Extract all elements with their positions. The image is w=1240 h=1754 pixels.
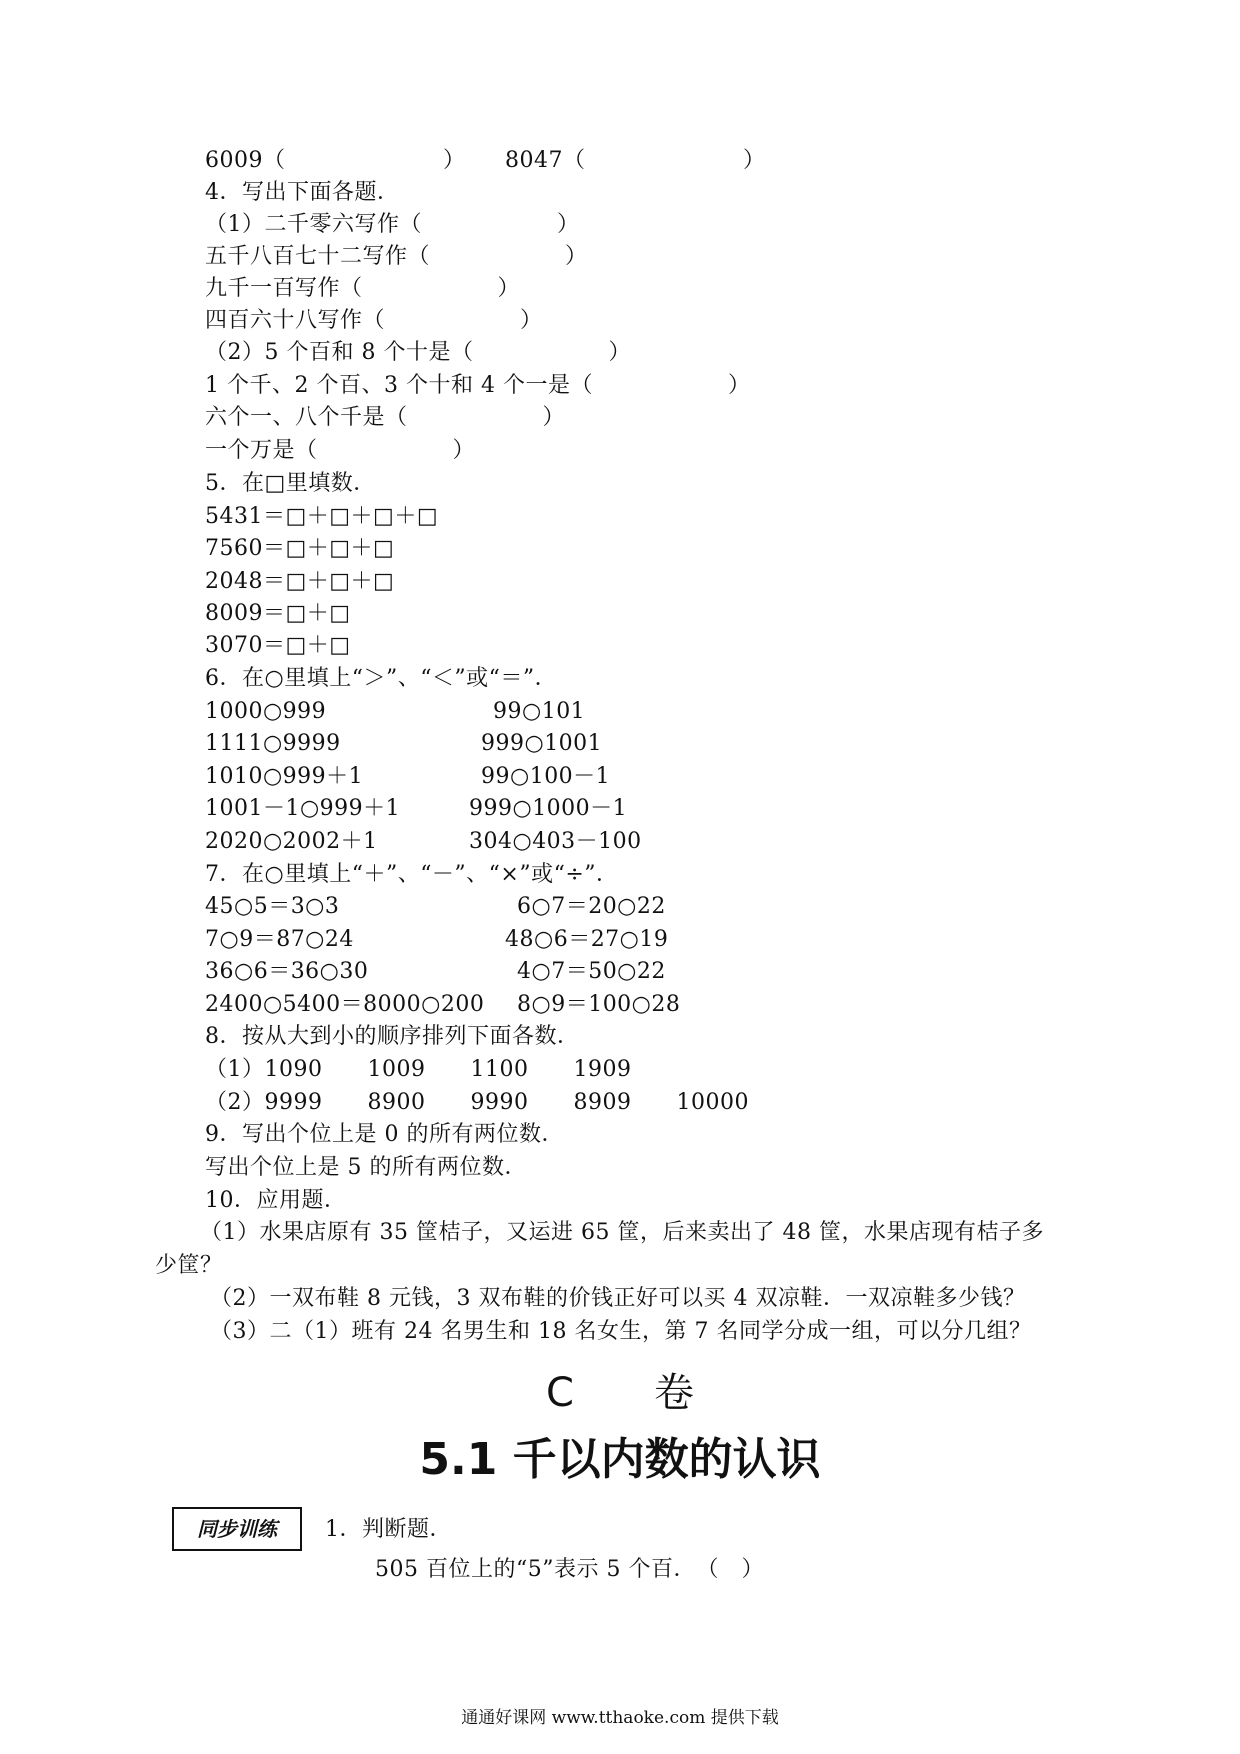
question-5-item: 5431＝□＋□＋□＋□ [205,504,439,529]
question-4-item: 1 个千、2 个百、3 个十和 4 个一是（ ） [205,373,751,398]
chapter-title: 5.1 千以内数的认识 [419,1434,821,1485]
question-5-item: 7560＝□＋□＋□ [205,536,395,561]
question-7-item: 8○9＝100○28 [517,992,681,1017]
question-5-item: 2048＝□＋□＋□ [205,569,395,594]
line-8047: 8047（ ） [505,148,766,173]
question-8-item: （2）9999 8900 9990 8909 10000 [205,1090,749,1115]
question-7-item: 45○5＝3○3 [205,894,340,919]
question-6-item: 1000○999 [205,699,327,724]
question-5-item: 3070＝□＋□ [205,633,351,658]
question-4-title: 4．写出下面各题． [205,180,400,205]
page-footer: 通通好课网 www.tthaoke.com 提供下载 [461,1708,779,1728]
question-6-item: 99○100－1 [481,764,611,789]
question-9-item: 写出个位上是 5 的所有两位数． [205,1155,527,1180]
line-6009: 6009（ ） [205,148,466,173]
question-6-item: 1001－1○999＋1 [205,796,401,821]
question-7-title: 7．在○里填上“＋”、“－”、“×”或“÷”． [205,862,619,887]
question-1-title: 1．判断题． [325,1517,452,1542]
question-4-item: （2）5 个百和 8 个十是（ ） [205,340,631,365]
question-10-item: 少筐？ [155,1253,223,1278]
question-4-item: 六个一、八个千是（ ） [205,405,566,430]
question-4-item: （1）二千零六写作（ ） [205,212,580,237]
question-10-item: （1）水果店原有 35 筐桔子，又运进 65 筐，后来卖出了 48 筐，水果店现有桔子多 [200,1220,1044,1245]
question-4-item: 四百六十八写作（ ） [205,308,543,333]
question-9-title: 9．写出个位上是 0 的所有两位数． [205,1122,564,1147]
question-6-item: 1111○9999 [205,731,341,756]
question-7-item: 48○6＝27○19 [505,927,669,952]
question-8-title: 8．按从大到小的顺序排列下面各数． [205,1024,580,1049]
question-6-title: 6．在○里填上“＞”、“＜”或“＝”． [205,666,558,691]
section-title: C 卷 [546,1370,694,1416]
question-1-item: 505 百位上的“5”表示 5 个百． （ ） [375,1557,764,1582]
question-7-item: 36○6＝36○30 [205,959,369,984]
question-10-item: （3）二（1）班有 24 名男生和 18 名女生，第 7 名同学分成一组，可以分几组？ [210,1319,1032,1344]
question-7-item: 6○7＝20○22 [517,894,666,919]
question-6-item: 99○101 [493,699,586,724]
question-6-item: 999○1000－1 [469,796,628,821]
question-8-item: （1）1090 1009 1100 1909 [205,1057,632,1082]
question-5-title: 5．在□里填数． [205,471,376,496]
question-10-title: 10．应用题． [205,1188,347,1213]
question-7-item: 2400○5400＝8000○200 [205,992,485,1017]
question-6-item: 304○403－100 [469,829,642,854]
sync-training-badge: 同步训练 [172,1507,302,1551]
question-10-item: （2）一双布鞋 8 元钱，3 双布鞋的价钱正好可以买 4 双凉鞋．一双凉鞋多少钱？ [210,1286,1026,1311]
question-7-item: 4○7＝50○22 [517,959,666,984]
question-6-item: 1010○999＋1 [205,764,364,789]
question-4-item: 五千八百七十二写作（ ） [205,244,588,269]
question-6-item: 2020○2002＋1 [205,829,378,854]
question-7-item: 7○9＝87○24 [205,927,354,952]
question-4-item: 一个万是（ ） [205,438,476,463]
question-4-item: 九千一百写作（ ） [205,276,521,301]
question-6-item: 999○1001 [481,731,603,756]
question-5-item: 8009＝□＋□ [205,601,351,626]
